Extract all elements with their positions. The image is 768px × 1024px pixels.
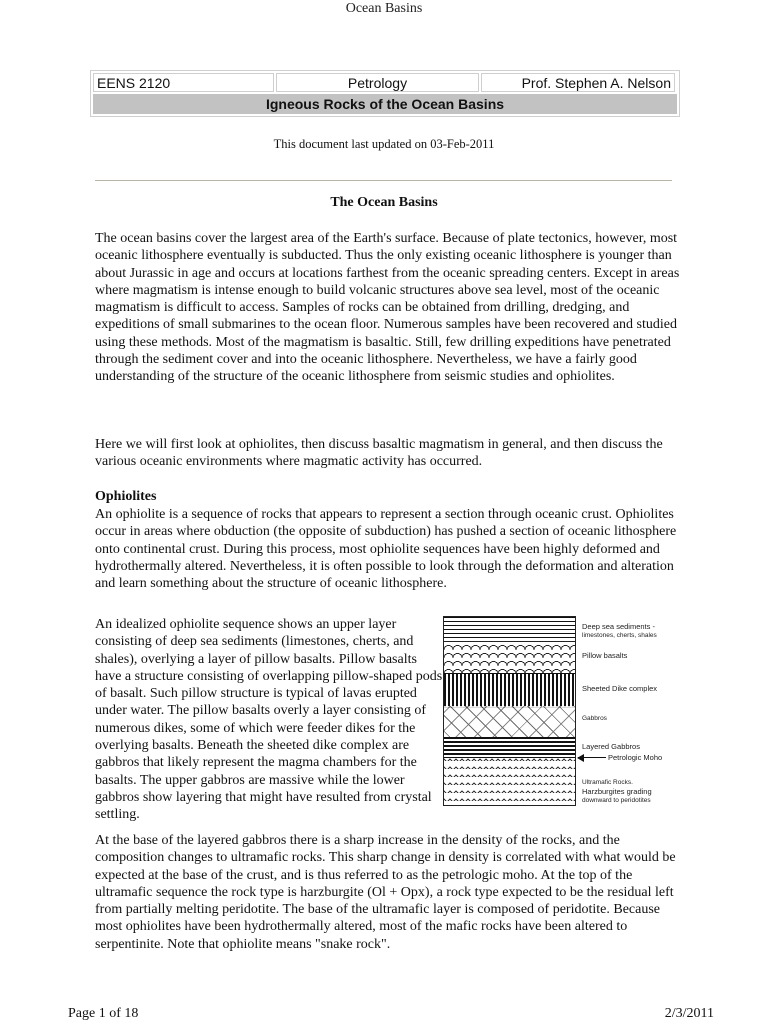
page-number: Page 1 of 18 (68, 1006, 139, 1021)
gabbro-layer (444, 706, 575, 739)
running-header: Ocean Basins (345, 1, 423, 16)
last-updated-note: This document last updated on 03-Feb-2011 (273, 137, 495, 151)
instructor-name: Prof. Stephen A. Nelson (481, 73, 675, 92)
course-code: EENS 2120 (93, 73, 274, 92)
moho-paragraph: At the base of the layered gabbros there is a sharp increase in the density of the rocks, and the composition changes to ultramafic rocks. This sharp change in density is correlated with what would be expected at the base of the crust, and is thus referred to as the petrologic moho. At the top of the ultramafic sequence the rock type is harzburgite (Ol + Opx), a rock type expected to be the residual left from partially melting peridotite. The base of the ultramafic layer is composed of peridotite. Because most ophiolites have been hydrothermally altered, most of the mafic rocks have been altered to serpentinite. Note that ophiolite means "snake rock". (95, 833, 676, 952)
ultramafic-layer (444, 758, 575, 806)
sheeted-dike-layer (444, 673, 575, 708)
ophiolite-sequence-diagram (443, 616, 576, 806)
label-sediments-detail: limestones, cherts, shales (582, 632, 657, 639)
course-info-row (93, 73, 677, 92)
label-peridotites: downward to peridotites (582, 797, 651, 804)
ophiolite-sequence-paragraph: An idealized ophiolite sequence shows an upper layer consisting of deep sea sediments (limestones, cherts, and shales), overlying a layer of pillow basalts. Pillow basalts have a structure consisting of overlapping pillow-shaped pods of basalt. Such pillow structure is typical of lavas erupted under water. The pillow basalts overly a layer consisting of numerous dikes, some of which were feeder dikes for the overlying basalts. Beneath the sheeted dike complex are gabbros that likely represent the magma chambers for the basalts. The upper gabbros are massive while the lower gabbros show layering that might have resulted from crystal settling. (95, 617, 443, 823)
label-harzburgites: Harzburgites grading (582, 787, 652, 796)
label-sediments: Deep sea sediments - (582, 622, 655, 631)
label-petrologic-moho: Petrologic Moho (608, 753, 663, 762)
pillow-basalt-layer (444, 641, 575, 674)
label-layered-gabbros: Layered Gabbros (582, 742, 640, 751)
ophiolites-heading: Ophiolites (95, 489, 157, 504)
print-date: 2/3/2011 (664, 1006, 714, 1021)
label-sheeted-dikes: Sheeted Dike complex (582, 684, 658, 693)
layered-gabbro-layer (444, 737, 575, 758)
section-title: The Ocean Basins (330, 195, 438, 210)
label-gabbros: Gabbros (582, 715, 607, 722)
intro-paragraph: The ocean basins cover the largest area of the Earth's surface. Because of plate tectonics, however, most oceanic lithosphere eventually is subducted. Thus the only existing oceanic lithosphere is younger than about Jurassic in age and occurs at locations farthest from the oceanic spreading centers. Except in areas where magmatism is intense enough to build volcanic structures above sea level, most of the oceanic magmatism is difficult to access. Samples of rocks can be obtained from drilling, dredging, and expeditions of small submarines to the ocean floor. Numerous samples have been recovered and studied using these methods. Most of the magmatism is basaltic. Still, few drilling expeditions have penetrated through the sediment cover and into the oceanic lithosphere. Nevertheless, we have a fairly good understanding of the structure of the oceanic lithosphere from seismic studies and ophiolites. (95, 231, 680, 385)
course-subject: Petrology (276, 73, 479, 92)
course-header-table (90, 70, 680, 117)
sediment-layer (444, 617, 575, 641)
document-title: Igneous Rocks of the Ocean Basins (93, 94, 677, 114)
moho-arrow-icon (578, 757, 606, 758)
label-pillow-basalts: Pillow basalts (582, 651, 628, 660)
ophiolites-definition-paragraph: An ophiolite is a sequence of rocks that appears to represent a section through oceanic crust. Ophiolites occur in areas where obduction (the opposite of subduction) has pushed a section of oceanic lithosphere onto continental crust. During this process, most ophiolite sequences have been highly deformed and hydrothermally altered. Nevertheless, it is often possible to look through the deformation and alteration and learn something about the structure of oceanic lithosphere. (95, 507, 677, 592)
plan-paragraph: Here we will first look at ophiolites, then discuss basaltic magmatism in general, and then discuss the various oceanic environments where magmatic activity has occurred. (95, 437, 663, 470)
horizontal-rule (95, 180, 672, 181)
label-ultramafic: Ultramafic Rocks. (582, 779, 633, 786)
